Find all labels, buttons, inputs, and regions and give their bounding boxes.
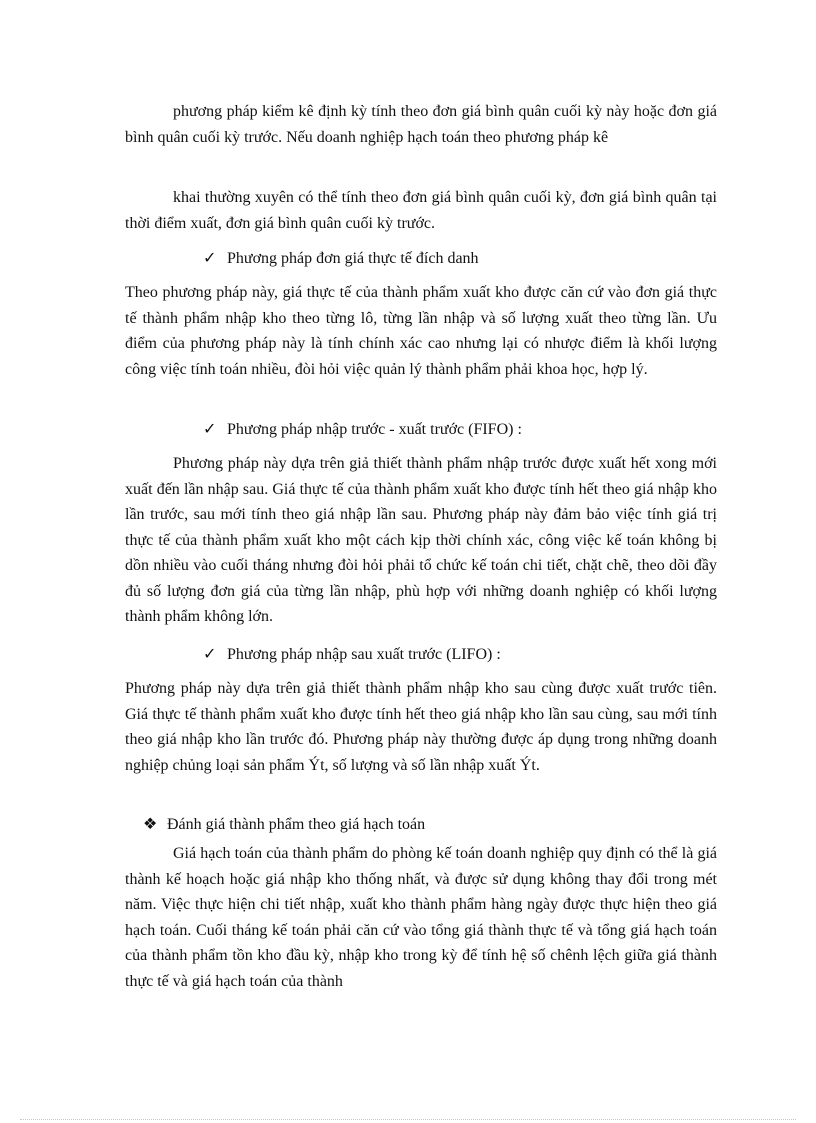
bullet-lifo: [203, 642, 501, 668]
bullet-specific-identification: [203, 246, 479, 272]
paragraph-specific-identification: Theo phương pháp này, giá thực tế của thành phẩm xuất kho được căn cứ vào đơn giá thực tế thành phẩm nhập kho theo từng lô, từng lần nhập và số lượng xuất theo từng lần. Ưu điểm của phương pháp này là tính chính xác cao nhưng lại có nhược điểm là khối lượng công việc tính toán nhiều, đòi hỏi việc quản lý thành phẩm phải khoa học, hợp lý.: [125, 284, 717, 378]
page-bottom-divider: [20, 1119, 796, 1120]
paragraph-periodic-inventory: phương pháp kiểm kê định kỳ tính theo đơn giá bình quân cuối kỳ này hoặc đơn giá bình quân cuối kỳ trước. Nếu doanh nghiệp hạch toán theo phương pháp kê: [125, 103, 717, 146]
paragraph-perpetual-inventory: khai thường xuyên có thể tính theo đơn giá bình quân cuối kỳ, đơn giá bình quân tại thời điểm xuất, đơn giá bình quân cuối kỳ trước.: [125, 189, 717, 232]
checkmark-icon: ✓: [203, 646, 217, 663]
bullet-label: Phương pháp nhập sau xuất trước (LIFO) :: [227, 646, 501, 663]
checkmark-icon: ✓: [203, 421, 217, 438]
paragraph-accounting-price: Giá hạch toán của thành phẩm do phòng kế toán doanh nghiệp quy định có thể là giá thành kế hoạch hoặc giá nhập kho thống nhất, và được sử dụng không thay đổi trong mét năm. Việc thực hiện chi tiết nhập, xuất kho thành phẩm hàng ngày được thực hiện theo giá hạch toán. Cuối tháng kế toán phải căn cứ vào tổng giá thành thực tế và tổng giá hạch toán của thành phẩm tồn kho đầu kỳ, nhập kho trong kỳ để tính hệ số chênh lệch giữa giá thành thực tế và giá hạch toán của thành: [125, 845, 717, 990]
bullet-label: Phương pháp đơn giá thực tế đích danh: [227, 250, 479, 267]
diamond-bullet-icon: ❖: [143, 816, 158, 833]
bullet-fifo: [203, 417, 522, 443]
heading-accounting-price: [143, 812, 425, 838]
paragraph-lifo: Phương pháp này dựa trên giả thiết thành phẩm nhập kho sau cùng được xuất trước tiên. Giá thực tế thành phẩm xuất kho được tính hết theo giá nhập kho lần sau cùng, sau mới tính theo giá nhập kho lần trước đó. Phương pháp này thường được áp dụng trong những doanh nghiệp chủng loại sản phẩm Ýt, số lượng và số lần nhập xuất Ýt.: [125, 680, 717, 774]
bullet-label: Phương pháp nhập trước - xuất trước (FIFO) :: [227, 421, 522, 438]
heading-label: Đánh giá thành phẩm theo giá hạch toán: [167, 816, 426, 833]
paragraph-fifo: Phương pháp này dựa trên giả thiết thành phẩm nhập trước được xuất hết xong mới xuất đến lần nhập sau. Giá thực tế của thành phẩm xuất kho được tính hết theo giá nhập kho lần trước, sau mới tính theo giá nhập lần sau. Phương pháp này đảm bảo việc tính giá trị thực tế của thành phẩm xuất kho một cách kịp thời chính xác, công việc kế toán không bị dồn nhiều vào cuối tháng nhưng đòi hỏi phải tổ chức kế toán chi tiết, chặt chẽ, theo dõi đầy đủ số lượng đơn giá của từng lần nhập, phù hợp với những doanh nghiệp có khối lượng thành phẩm không lớn.: [125, 455, 717, 625]
checkmark-icon: ✓: [203, 250, 217, 267]
